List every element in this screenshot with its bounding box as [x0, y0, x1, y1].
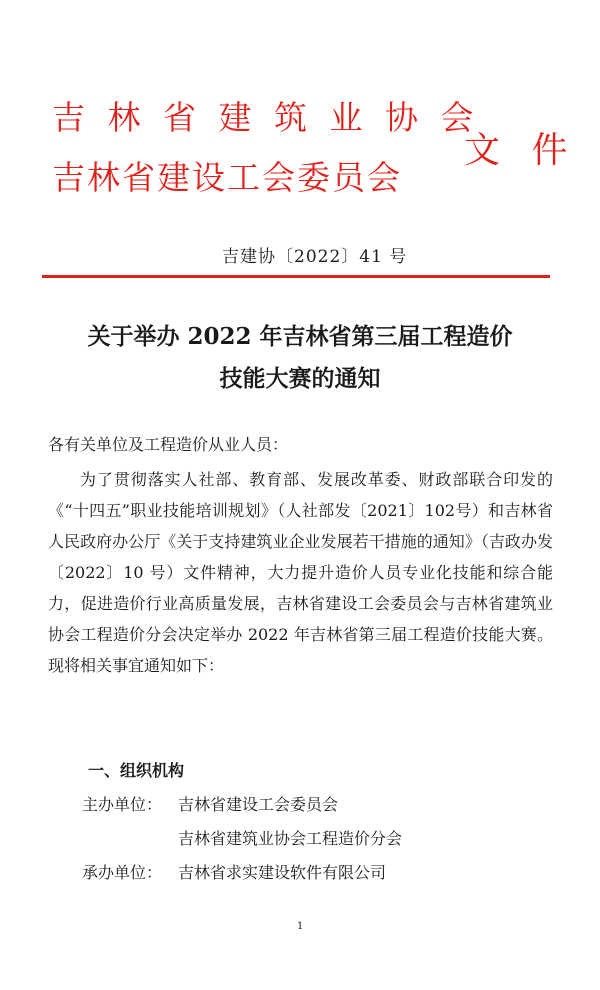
notice-title-line-2: 技能大赛的通知	[219, 365, 381, 392]
host-unit-1: 吉林省建设工会委员会	[178, 795, 339, 814]
issuer-line-1: 吉 林 省 建 筑 业 协 会	[52, 98, 480, 137]
organizer-unit: 吉林省求实建设软件有限公司	[178, 863, 387, 882]
document-type: 文 件	[464, 130, 578, 171]
notice-title-line-1: 关于举办 2022 年吉林省第三届工程造价	[87, 323, 513, 350]
red-divider-rule	[42, 275, 550, 278]
document-number: 吉建协〔2022〕41 号	[222, 247, 408, 267]
host-unit-2: 吉林省建筑业协会工程造价分会	[178, 829, 403, 848]
intro-paragraph: 为了贯彻落实人社部、教育部、发展改革委、财政部联合印发的《“十四五”职业技能培训规划》（人社部发〔2021〕102号）和吉林省人民政府办公厅《关于支持建筑业企业发展若干措施的通知》（吉政办发〔2022〕10 号）文件精神，大力提升造价人员专业化技能和综合能力，促进造价行业高质量发展，吉林省建设工会委员会与吉林省建筑业协会工程造价分会决定举办 2022 年吉林省第三届工程造价技能大赛。现将相关事宜通知如下：	[48, 470, 553, 675]
issuer-line-2: 吉林省建设工会委员会	[52, 158, 402, 197]
section-heading-organization: 一、组织机构	[88, 761, 185, 780]
organizer-label: 承办单位：	[82, 863, 163, 882]
host-label: 主办单位：	[82, 795, 163, 814]
page-number: 1	[297, 921, 304, 932]
salutation: 各有关单位及工程造价从业人员：	[48, 435, 289, 454]
